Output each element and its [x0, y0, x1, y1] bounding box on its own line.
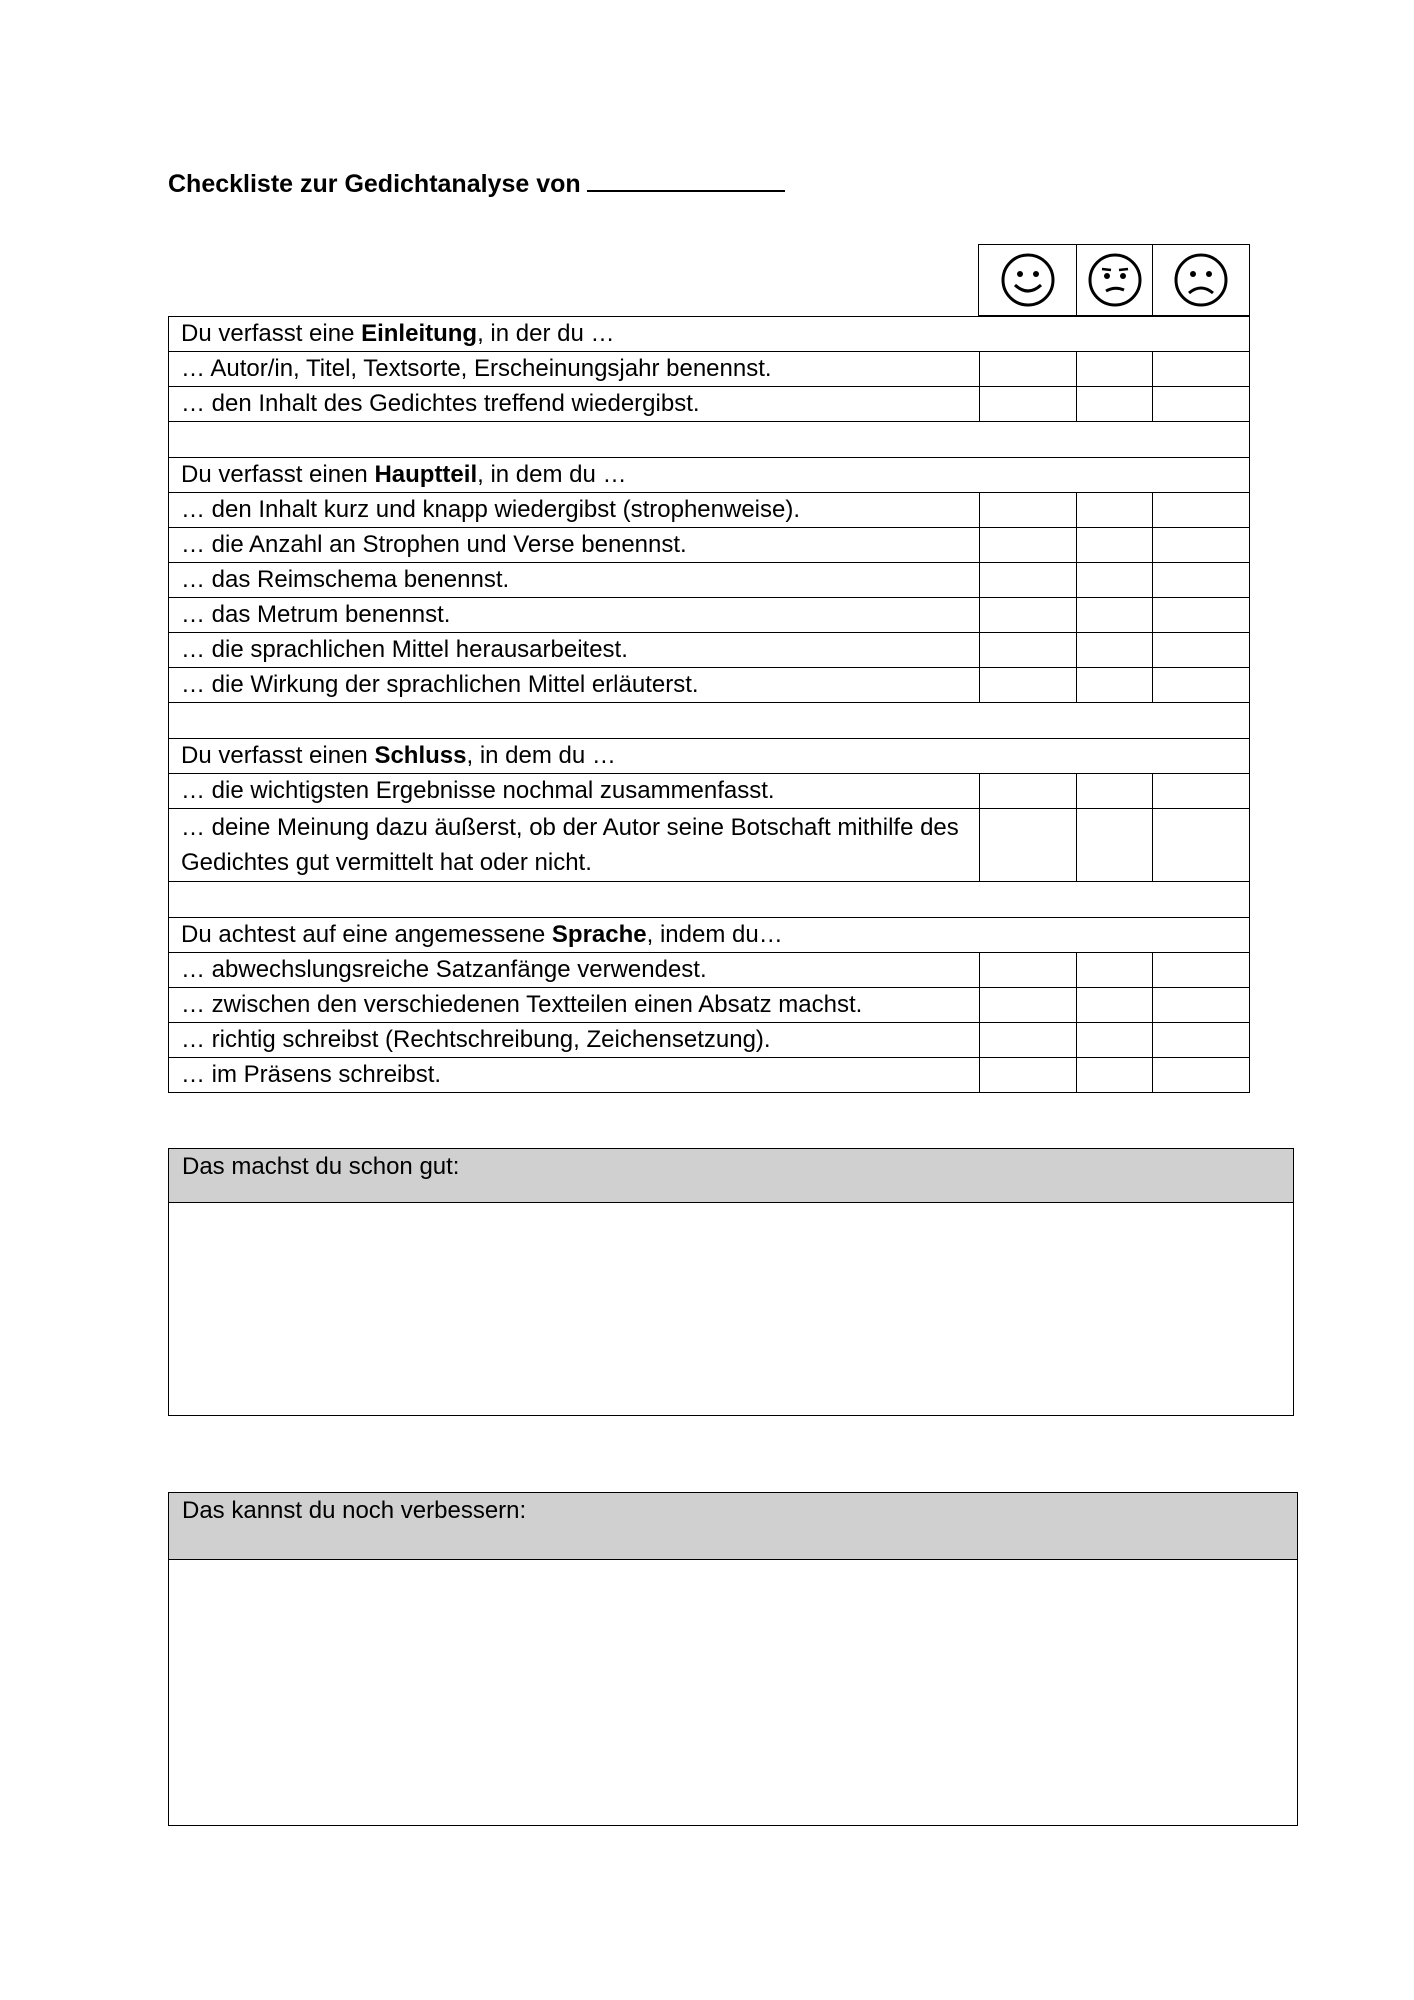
- checklist-item-row: [169, 352, 1250, 387]
- rating-sad-cell[interactable]: [1152, 1023, 1249, 1058]
- rating-neutral-cell[interactable]: [1076, 528, 1152, 563]
- rating-sad-cell[interactable]: [1152, 988, 1249, 1023]
- rating-neutral-cell[interactable]: [1076, 633, 1152, 668]
- checklist-item-text: … zwischen den verschiedenen Textteilen einen Absatz machst.: [169, 988, 980, 1023]
- rating-neutral-cell[interactable]: [1076, 493, 1152, 528]
- rating-sad-cell[interactable]: [1152, 352, 1249, 387]
- feedback-good-box: [168, 1148, 1294, 1416]
- rating-happy-cell[interactable]: [979, 352, 1076, 387]
- spacer-row: [169, 703, 1250, 739]
- section-heading: [169, 317, 1250, 352]
- feedback-improve-box: [168, 1492, 1298, 1826]
- rating-happy-cell[interactable]: [979, 953, 1076, 988]
- section-heading-text: , indem du…: [646, 921, 783, 948]
- page-title: [168, 170, 785, 199]
- checklist-item-text: … die wichtigsten Ergebnisse nochmal zusammenfasst.: [169, 774, 980, 809]
- rating-sad-cell[interactable]: [1152, 387, 1249, 422]
- name-blank-line[interactable]: [587, 170, 785, 192]
- rating-sad-cell[interactable]: [1152, 774, 1249, 809]
- rating-neutral-cell[interactable]: [1076, 598, 1152, 633]
- rating-neutral-cell[interactable]: [1076, 668, 1152, 703]
- checklist-item-text: … den Inhalt kurz und knapp wiedergibst (strophenweise).: [169, 493, 980, 528]
- rating-happy-cell[interactable]: [979, 809, 1076, 882]
- checklist-item-text: … die sprachlichen Mittel herausarbeitest.: [169, 633, 980, 668]
- rating-happy-cell[interactable]: [979, 774, 1076, 809]
- rating-sad-cell[interactable]: [1152, 528, 1249, 563]
- rating-header: [978, 244, 1250, 316]
- checklist-item-row: [169, 563, 1250, 598]
- section-keyword: Schluss: [374, 742, 467, 769]
- spacer-row: [169, 422, 1250, 458]
- rating-neutral-cell[interactable]: [1076, 387, 1152, 422]
- checklist-item-row: [169, 809, 1250, 882]
- spacer-row: [169, 882, 1250, 918]
- feedback-good-label: Das machst du schon gut:: [169, 1149, 1293, 1203]
- rating-happy-cell[interactable]: [979, 493, 1076, 528]
- checklist-item-row: [169, 774, 1250, 809]
- checklist-item-text: … das Reimschema benennst.: [169, 563, 980, 598]
- section-heading: [169, 918, 1250, 953]
- checklist-item-text: … die Anzahl an Strophen und Verse benennst.: [169, 528, 980, 563]
- section-keyword: Hauptteil: [374, 461, 478, 488]
- rating-sad-cell[interactable]: [1152, 563, 1249, 598]
- section-heading-text: , in der du …: [477, 320, 615, 347]
- checklist-item-text: … die Wirkung der sprachlichen Mittel erläuterst.: [169, 668, 980, 703]
- section-heading-text: Du achtest auf eine angemessene: [181, 921, 552, 948]
- section-heading-text: , in dem du …: [466, 742, 616, 769]
- rating-sad-cell[interactable]: [1152, 668, 1249, 703]
- checklist-item-text: … abwechslungsreiche Satzanfänge verwendest.: [169, 953, 980, 988]
- rating-happy-cell[interactable]: [979, 563, 1076, 598]
- smiley-sad-icon: [1152, 245, 1249, 315]
- checklist-item-row: [169, 528, 1250, 563]
- feedback-improve-label: Das kannst du noch verbessern:: [169, 1493, 1297, 1560]
- rating-sad-cell[interactable]: [1152, 809, 1249, 882]
- rating-neutral-cell[interactable]: [1076, 809, 1152, 882]
- title-text: Checkliste zur Gedichtanalyse von: [168, 170, 581, 198]
- section-keyword: Einleitung: [361, 320, 478, 347]
- checklist-item-row: [169, 598, 1250, 633]
- checklist-item-text: … im Präsens schreibst.: [169, 1058, 980, 1093]
- smiley-happy-icon: [979, 245, 1076, 315]
- rating-happy-cell[interactable]: [979, 528, 1076, 563]
- checklist-item-row: [169, 1058, 1250, 1093]
- rating-sad-cell[interactable]: [1152, 598, 1249, 633]
- rating-sad-cell[interactable]: [1152, 493, 1249, 528]
- section-heading-text: Du verfasst einen: [181, 742, 375, 769]
- rating-sad-cell[interactable]: [1152, 633, 1249, 668]
- rating-sad-cell[interactable]: [1152, 1058, 1249, 1093]
- rating-neutral-cell[interactable]: [1076, 352, 1152, 387]
- checklist-table: [168, 316, 1250, 1093]
- rating-neutral-cell[interactable]: [1076, 563, 1152, 598]
- smiley-neutral-icon: [1076, 245, 1152, 315]
- checklist-item-text: … das Metrum benennst.: [169, 598, 980, 633]
- section-heading-row: [169, 739, 1250, 774]
- section-heading: [169, 458, 1250, 493]
- rating-sad-cell[interactable]: [1152, 953, 1249, 988]
- rating-happy-cell[interactable]: [979, 387, 1076, 422]
- checklist-item-row: [169, 988, 1250, 1023]
- rating-happy-cell[interactable]: [979, 988, 1076, 1023]
- section-heading: [169, 739, 1250, 774]
- rating-happy-cell[interactable]: [979, 1023, 1076, 1058]
- section-heading-row: [169, 458, 1250, 493]
- rating-happy-cell[interactable]: [979, 1058, 1076, 1093]
- rating-neutral-cell[interactable]: [1076, 774, 1152, 809]
- section-heading-text: Du verfasst eine: [181, 320, 362, 347]
- rating-happy-cell[interactable]: [979, 633, 1076, 668]
- checklist-item-row: [169, 387, 1250, 422]
- checklist-item-text: … deine Meinung dazu äußerst, ob der Autor seine Botschaft mithilfe des Gedichtes gut vermittelt hat oder nicht.: [169, 809, 980, 882]
- section-heading-text: Du verfasst einen: [181, 461, 375, 488]
- section-heading-row: [169, 317, 1250, 352]
- checklist-item-text: … richtig schreibst (Rechtschreibung, Zeichensetzung).: [169, 1023, 980, 1058]
- checklist-item-row: [169, 668, 1250, 703]
- rating-neutral-cell[interactable]: [1076, 988, 1152, 1023]
- section-heading-text: , in dem du …: [477, 461, 627, 488]
- checklist-item-row: [169, 1023, 1250, 1058]
- section-heading-row: [169, 918, 1250, 953]
- rating-happy-cell[interactable]: [979, 598, 1076, 633]
- checklist-item-row: [169, 633, 1250, 668]
- checklist-item-text: … Autor/in, Titel, Textsorte, Erscheinungsjahr benennst.: [169, 352, 980, 387]
- checklist-item-row: [169, 953, 1250, 988]
- rating-neutral-cell[interactable]: [1076, 1058, 1152, 1093]
- section-keyword: Sprache: [551, 921, 647, 948]
- checklist-item-text: … den Inhalt des Gedichtes treffend wiedergibst.: [169, 387, 980, 422]
- checklist-item-row: [169, 493, 1250, 528]
- rating-neutral-cell[interactable]: [1076, 953, 1152, 988]
- rating-happy-cell[interactable]: [979, 668, 1076, 703]
- rating-neutral-cell[interactable]: [1076, 1023, 1152, 1058]
